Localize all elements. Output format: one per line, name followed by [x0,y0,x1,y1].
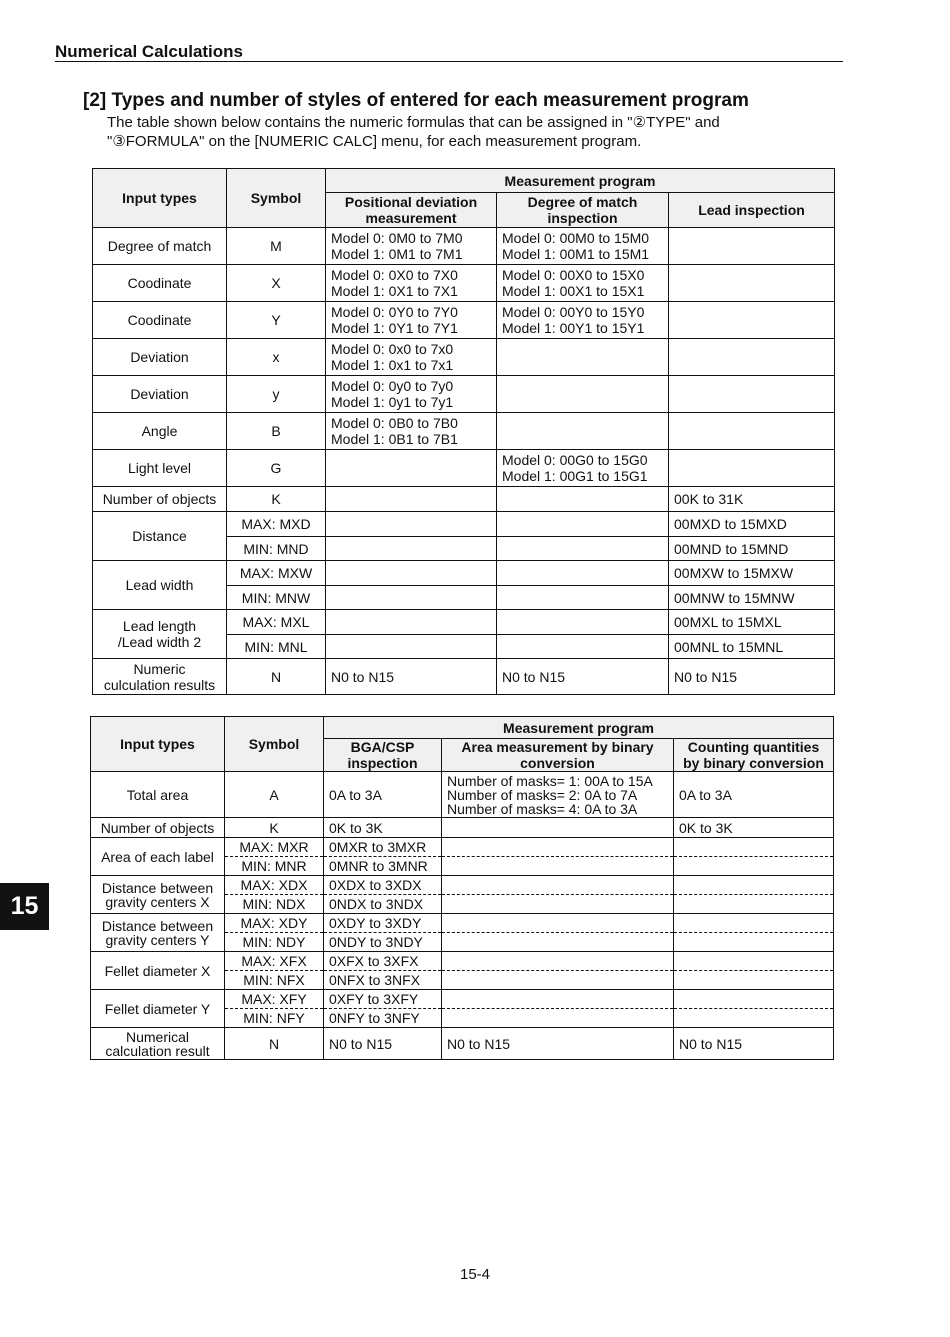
input-type-cell: Distance [93,512,227,561]
positional-deviation-cell: N0 to N15 [326,659,497,695]
input-type-cell: Deviation [93,376,227,413]
counting-quantities-cell: 0A to 3A [674,772,834,818]
symbol-cell: MAX: XDY [225,914,324,933]
lead-inspection-cell: N0 to N15 [669,659,835,695]
degree-of-match-cell [497,339,669,376]
header-line: inspection [347,755,418,771]
lead-inspection-cell [669,339,835,376]
header-degree-of-match: Degree of match inspection [497,193,669,228]
symbol-cell: G [227,450,326,487]
input-type-cell [91,952,225,990]
header-line: Area measurement by binary [461,739,654,755]
counting-quantities-cell: N0 to N15 [674,1028,834,1060]
symbol-cell: MAX: XFX [225,952,324,971]
model-line: Model 0: 00G0 to 15G0 [502,452,648,468]
model-line: Model 0: 0x0 to 7x0 [331,341,454,357]
empty-cell [442,895,674,914]
table-row [91,990,834,1009]
model-line: Model 1: 0M1 to 7M1 [331,246,463,262]
input-type-cell: Coodinate [93,265,227,302]
empty-cell [326,537,497,561]
empty-cell [326,635,497,659]
header-positional-deviation: Positional deviation measurement [326,193,497,228]
empty-cell [674,952,834,971]
symbol-cell: MIN: MNL [227,635,326,659]
empty-cell [497,561,669,586]
masks-line: Number of masks= 4: 0A to 3A [447,800,638,817]
bga-csp-cell: 0XDY to 3XDY [324,914,442,933]
positional-deviation-cell [326,265,497,302]
symbol-cell: MIN: MND [227,537,326,561]
input-type-line: Area of each label [101,848,214,865]
table-row [91,952,834,971]
input-type-line: culculation results [103,676,216,693]
empty-cell [674,971,834,990]
header-lead-inspection: Lead inspection [669,193,835,228]
input-type-cell [91,990,225,1028]
symbol-cell: MIN: NDY [225,933,324,952]
model-line: Model 0: 0Y0 to 7Y0 [331,304,458,320]
degree-of-match-cell [497,302,669,339]
degree-of-match-cell [497,413,669,450]
symbol-cell: Y [227,302,326,339]
empty-cell [674,914,834,933]
header-line: by binary conversion [683,755,824,771]
empty-cell [326,561,497,586]
masks-line: Number of masks= 1: 00A to 15A [447,772,653,789]
masks-line: Number of masks= 2: 0A to 7A [447,786,638,803]
symbol-cell: MAX: MXD [227,512,326,537]
input-type-line: gravity centers Y [105,931,210,948]
header-measurement-program: Measurement program [326,169,835,193]
input-type-cell: Total area [91,772,225,818]
degree-of-match-cell [497,450,669,487]
table-row [93,339,835,376]
symbol-cell: MIN: NDX [225,895,324,914]
table-row [91,876,834,895]
header-line: Counting quantities [687,739,820,755]
empty-cell [497,512,669,537]
intro-line: "③FORMULA" on the [NUMERIC CALC] menu, for each measurement program. [107,133,642,150]
header-bga-csp [324,739,442,772]
header-area-measurement [442,739,674,772]
symbol-cell: y [227,376,326,413]
empty-cell [442,876,674,895]
empty-cell [442,914,674,933]
model-line: Model 1: 00G1 to 15G1 [502,468,648,484]
empty-cell [442,838,674,857]
model-line: Model 0: 0y0 to 7y0 [331,378,454,394]
empty-cell [442,990,674,1009]
bga-csp-cell: 0XDX to 3XDX [324,876,442,895]
lead-inspection-cell [669,376,835,413]
model-line: Model 1: 0B1 to 7B1 [331,431,458,447]
input-type-line: Distance between [101,879,214,896]
lead-inspection-cell: 00MXW to 15MXW [669,561,835,586]
table-row [93,376,835,413]
symbol-cell: A [225,772,324,818]
symbol-cell: MAX: XFY [225,990,324,1009]
lead-inspection-cell: 00K to 31K [669,487,835,512]
input-type-cell: Deviation [93,339,227,376]
input-type-cell: Light level [93,450,227,487]
page-number: 15-4 [459,1266,491,1283]
table-row [93,302,835,339]
symbol-cell: K [227,487,326,512]
chapter-tab: 15 [0,883,49,930]
model-line: Model 0: 0M0 to 7M0 [331,230,463,246]
symbol-cell: B [227,413,326,450]
symbol-cell: MIN: MNW [227,586,326,610]
area-measurement-cell [442,772,674,818]
bga-csp-cell: 0MNR to 3MNR [324,857,442,876]
bga-csp-cell: 0XFX to 3XFX [324,952,442,971]
positional-deviation-cell [326,302,497,339]
model-line: Model 0: 00M0 to 15M0 [502,230,650,246]
input-type-line: Lead length [122,618,197,634]
bga-csp-cell: 0MXR to 3MXR [324,838,442,857]
input-type-cell [91,876,225,914]
degree-of-match-cell: N0 to N15 [497,659,669,695]
empty-cell [497,610,669,635]
bga-csp-cell: 0NDX to 3NDX [324,895,442,914]
input-type-cell: Number of objects [91,818,225,838]
bga-csp-cell: 0A to 3A [324,772,442,818]
positional-deviation-cell [326,376,497,413]
input-type-line: /Lead width 2 [117,634,202,650]
model-line: Model 0: 00Y0 to 15Y0 [502,304,645,320]
positional-deviation-cell [326,339,497,376]
input-type-line: Distance between [101,917,214,934]
symbol-cell: X [227,265,326,302]
symbol-cell: MAX: MXR [225,838,324,857]
header-rule [55,61,843,62]
intro-paragraph [107,113,827,151]
empty-cell [442,1009,674,1028]
empty-cell [326,610,497,635]
bga-csp-cell: 0NFY to 3NFY [324,1009,442,1028]
empty-cell [442,971,674,990]
degree-of-match-cell [497,228,669,265]
header-input-types: Input types [93,169,227,228]
header-line: BGA/CSP [350,739,415,755]
running-header: Numerical Calculations [55,42,244,61]
lead-inspection-cell: 00MXL to 15MXL [669,610,835,635]
bga-csp-cell: 0NDY to 3NDY [324,933,442,952]
input-type-line: gravity centers X [105,893,210,910]
header-counting-quantities [674,739,834,772]
empty-cell [326,586,497,610]
table-row [91,838,834,857]
model-line: Model 0: 00X0 to 15X0 [502,267,645,283]
positional-deviation-cell [326,450,497,487]
symbol-cell: x [227,339,326,376]
table-row [93,450,835,487]
input-type-line: calculation result [105,1042,210,1059]
empty-cell [497,537,669,561]
empty-cell [674,990,834,1009]
input-type-cell [93,659,227,695]
model-line: Model 1: 0Y1 to 7Y1 [331,320,458,336]
measurement-program-table-2 [90,716,834,1060]
input-type-line: Fellet diameter Y [104,1000,211,1017]
model-line: Model 1: 00Y1 to 15Y1 [502,320,645,336]
area-measurement-cell: N0 to N15 [442,1028,674,1060]
table-row [91,914,834,933]
bga-csp-cell: 0K to 3K [324,818,442,838]
symbol-cell: MIN: NFY [225,1009,324,1028]
empty-cell [326,487,497,512]
header-input-types: Input types [91,717,225,772]
input-type-cell: Degree of match [93,228,227,265]
lead-inspection-cell: 00MXD to 15MXD [669,512,835,537]
section-title: [2] Types and number of styles of entered for each measurement program [83,90,749,111]
header-symbol: Symbol [225,717,324,772]
model-line: Model 0: 0X0 to 7X0 [331,267,458,283]
degree-of-match-cell [497,376,669,413]
input-type-cell: Angle [93,413,227,450]
symbol-cell: K [225,818,324,838]
model-line: Model 0: 0B0 to 7B0 [331,415,458,431]
measurement-program-table-1 [92,168,835,695]
symbol-cell: MAX: MXW [227,561,326,586]
input-type-cell [93,610,227,659]
header-measurement-program: Measurement program [324,717,834,739]
degree-of-match-cell [497,265,669,302]
empty-cell [442,818,674,838]
symbol-cell: N [227,659,326,695]
empty-cell [497,586,669,610]
input-type-cell: Coodinate [93,302,227,339]
lead-inspection-cell [669,265,835,302]
model-line: Model 1: 00M1 to 15M1 [502,246,650,262]
positional-deviation-cell [326,413,497,450]
empty-cell [674,876,834,895]
symbol-cell: MAX: XDX [225,876,324,895]
lead-inspection-cell [669,413,835,450]
empty-cell [497,635,669,659]
empty-cell [674,857,834,876]
lead-inspection-cell [669,302,835,339]
positional-deviation-cell [326,228,497,265]
input-type-cell: Lead width [93,561,227,610]
lead-inspection-cell [669,228,835,265]
empty-cell [674,933,834,952]
input-type-cell: Number of objects [93,487,227,512]
model-line: Model 1: 0y1 to 7y1 [331,394,454,410]
table-row [93,413,835,450]
header-line: conversion [520,755,595,771]
counting-quantities-cell: 0K to 3K [674,818,834,838]
lead-inspection-cell: 00MNW to 15MNW [669,586,835,610]
bga-csp-cell: 0XFY to 3XFY [324,990,442,1009]
bga-csp-cell: 0NFX to 3NFX [324,971,442,990]
symbol-cell: N [225,1028,324,1060]
table-row [93,228,835,265]
header-symbol: Symbol [227,169,326,228]
model-line: Model 1: 00X1 to 15X1 [502,283,645,299]
empty-cell [442,933,674,952]
empty-cell [497,487,669,512]
symbol-cell: MIN: MNR [225,857,324,876]
table-row [93,265,835,302]
input-type-cell [91,838,225,876]
empty-cell [674,838,834,857]
model-line: Model 1: 0X1 to 7X1 [331,283,458,299]
input-type-cell [91,1028,225,1060]
empty-cell [326,512,497,537]
lead-inspection-cell [669,450,835,487]
bga-csp-cell: N0 to N15 [324,1028,442,1060]
symbol-cell: MIN: NFX [225,971,324,990]
input-type-line: Fellet diameter X [104,962,211,979]
symbol-cell: M [227,228,326,265]
model-line: Model 1: 0x1 to 7x1 [331,357,454,373]
input-type-cell [91,914,225,952]
input-type-line: Numerical [125,1028,189,1045]
lead-inspection-cell: 00MNL to 15MNL [669,635,835,659]
symbol-cell: MAX: MXL [227,610,326,635]
empty-cell [442,857,674,876]
empty-cell [674,1009,834,1028]
intro-line: The table shown below contains the numeric formulas that can be assigned in "②TYPE" and [107,114,720,131]
empty-cell [674,895,834,914]
input-type-line: Numeric [133,660,186,677]
lead-inspection-cell: 00MND to 15MND [669,537,835,561]
empty-cell [442,952,674,971]
